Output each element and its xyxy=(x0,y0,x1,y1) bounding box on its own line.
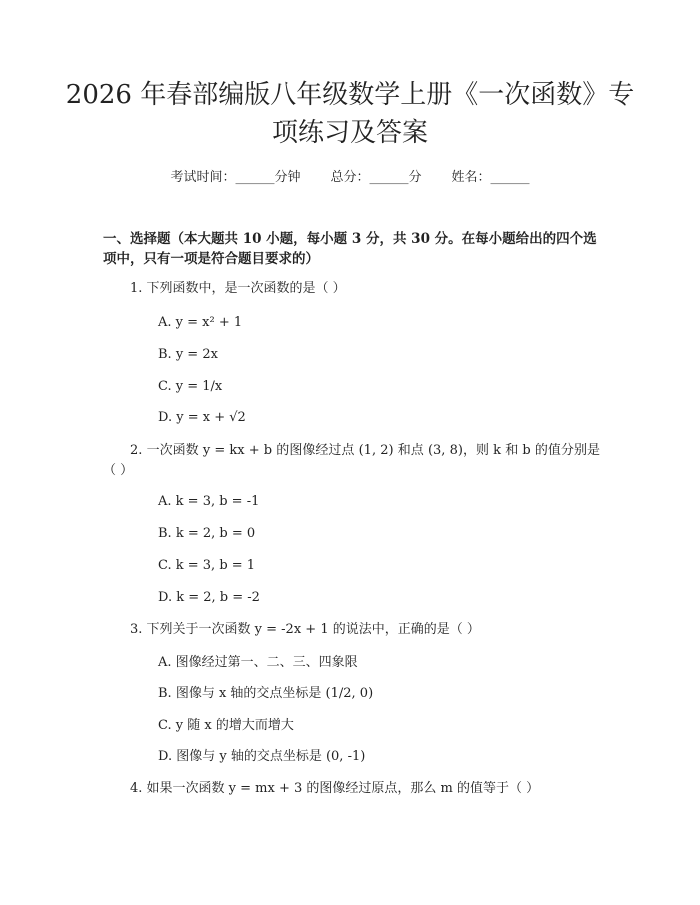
question-4-stem: 4. 如果一次函数 y = mx + 3 的图像经过原点，那么 m 的值等于（ ） xyxy=(130,781,540,796)
exam-info-line xyxy=(0,168,700,188)
question-1-option-b: B. y = 2x xyxy=(158,347,218,362)
total-score-field: 总分：______分 xyxy=(330,170,422,185)
student-name-field: 姓名：______ xyxy=(451,170,530,185)
document-title: 2026 年春部编版八年级数学上册《一次函数》专项练习及答案 xyxy=(65,80,635,148)
question-3-option-b: B. 图像与 x 轴的交点坐标是 (1/2, 0) xyxy=(158,686,374,701)
question-2-option-c: C. k = 3, b = 1 xyxy=(158,558,256,573)
question-2-option-d: D. k = 2, b = -2 xyxy=(158,590,260,605)
question-2-stem: 2. 一次函数 y = kx + b 的图像经过点 (1, 2) 和点 (3, 8)，则 k 和 b 的值分别是（ ） xyxy=(103,443,600,478)
question-1-option-a: A. y = x² + 1 xyxy=(158,315,243,330)
question-2-option-a: A. k = 3, b = -1 xyxy=(158,494,260,509)
question-1-option-d: D. y = x + √2 xyxy=(158,410,246,425)
exam-time-field: 考试时间：______分钟 xyxy=(170,170,301,185)
question-3-option-a: A. 图像经过第一、二、三、四象限 xyxy=(158,655,358,670)
question-3-stem: 3. 下列关于一次函数 y = -2x + 1 的说法中，正确的是（ ） xyxy=(130,622,480,637)
section-heading: 一、选择题（本大题共 10 小题，每小题 3 分，共 30 分。在每小题给出的四个选项中，只有一项是符合题目要求的） xyxy=(103,231,597,267)
question-1-stem: 1. 下列函数中，是一次函数的是（ ） xyxy=(130,281,346,296)
question-1-option-c: C. y = 1/x xyxy=(158,379,223,394)
question-3-option-c: C. y 随 x 的增大而增大 xyxy=(158,718,294,733)
question-2-option-b: B. k = 2, b = 0 xyxy=(158,526,256,541)
question-3-option-d: D. 图像与 y 轴的交点坐标是 (0, -1) xyxy=(158,749,366,764)
